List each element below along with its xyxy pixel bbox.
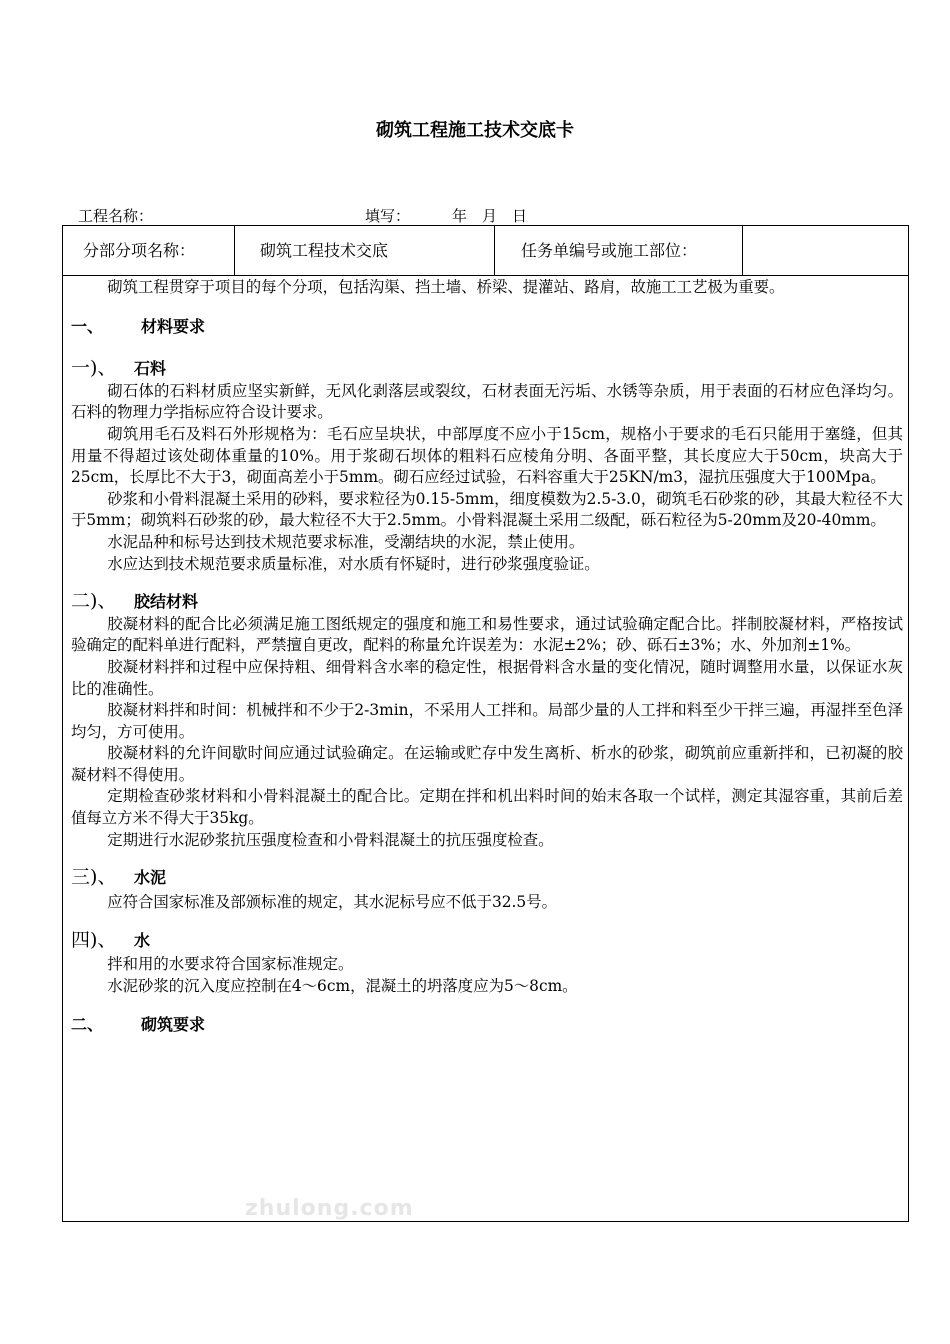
- header-row: [63, 226, 908, 276]
- paragraph: 水泥品种和标号达到技术规范要求标准，受潮结块的水泥，禁止使用。: [107, 532, 585, 551]
- subsection-heading: [71, 591, 903, 613]
- section-heading: [71, 1014, 903, 1036]
- paragraph: 拌和用的水要求符合国家标准规定。: [107, 955, 354, 974]
- paragraph: 定期检查砂浆材料和小骨料混凝土的配合比。定期在拌和机出料时间的始末各取一个试样，测定其湿容重，其前后差值每立方米不得大于35kg。: [71, 787, 903, 828]
- paragraph: 应符合国家标准及部颁标准的规定，其水泥标号应不低于32.5号。: [107, 892, 558, 911]
- date-label: 年 月 日: [452, 207, 528, 225]
- subsection-number: 四)、: [71, 929, 117, 952]
- paragraph: 胶凝材料的允许间歇时间应通过试验确定。在运输或贮存中发生离析、析水的砂浆，砌筑前应重新拌和，已初凝的胶凝材料不得使用。: [71, 744, 903, 784]
- subsection-heading: [71, 930, 903, 952]
- section-title: 砌筑要求: [141, 1015, 206, 1035]
- paragraph: 胶凝材料的配合比必须满足施工图纸规定的强度和施工和易性要求，通过试验确定配合比。拌制胶凝材料，严格按试验确定的配料单进行配料，严禁擅自更改，配料的称量允许误差为：水泥±2%；砂、砾石±3%；水、外加剂±1%。: [71, 614, 903, 655]
- subsection-heading: [71, 867, 903, 889]
- content-body: [71, 277, 903, 1036]
- section-number: 二、: [71, 1015, 104, 1035]
- section-number: 一、: [71, 316, 104, 336]
- paragraph: 胶凝材料拌和过程中应保持粗、细骨料含水率的稳定性，根据骨料含水量的变化情况，随时调整用水量，以保证水灰比的准确性。: [71, 657, 903, 698]
- paragraph: 水泥砂浆的沉入度应控制在4～6cm，混凝土的坍落度应为5～8cm。: [107, 976, 578, 995]
- watermark: zhulong.com: [245, 1196, 414, 1221]
- section-title: 材料要求: [141, 316, 206, 336]
- paragraph: 砂浆和小骨料混凝土采用的砂料，要求粒径为0.15-5mm，细度模数为2.5-3.0，砌筑毛石砂浆的砂，其最大粒径不大于5mm；砌筑料石砂浆的砂，最大粒径不大于2.5mm。小骨料混凝土采用二级配，砾石粒径为5-20mm及20-40mm。: [71, 489, 903, 530]
- paragraph: 胶凝材料拌和时间：机械拌和不少于2-3min，不采用人工拌和。局部少量的人工拌和料至少干拌三遍，再湿拌至色泽均匀，方可使用。: [71, 701, 903, 741]
- document-title: 砌筑工程施工技术交底卡: [376, 120, 574, 141]
- subsection-number: 一)、: [71, 357, 117, 380]
- subsection-heading: [71, 358, 903, 380]
- subsection-title: 胶结材料: [134, 592, 199, 612]
- section-heading: [71, 316, 903, 338]
- filler-label: 填写：: [365, 207, 411, 225]
- paragraph: 砌筑用毛石及料石外形规格为：毛石应呈块状，中部厚度不应小于15cm，规格小于要求的毛石只能用于塞缝，但其用量不得超过该处砌体重量的10%。用于浆砌石坝体的粗料石应棱角分明、各面平整，其长度应大于50cm，块高大于25cm，长厚比不大于3，砌面高差小于5mm。砌石应经过试验，石料容重大于25KN/m3，湿抗压强度大于100Mpa。: [71, 424, 903, 487]
- subsection-title: 石料: [134, 359, 167, 379]
- subdivision-label: 分部分项名称：: [63, 226, 235, 275]
- paragraph: 水应达到技术规范要求质量标准，对水质有怀疑时，进行砂浆强度验证。: [107, 554, 600, 573]
- subsection-number: 三)、: [71, 866, 117, 889]
- handover-card-table: [62, 225, 909, 1222]
- subdivision-value: 砌筑工程技术交底: [235, 226, 495, 275]
- project-name-label: 工程名称：: [78, 207, 154, 225]
- intro-paragraph: 砌筑工程贯穿于项目的每个分项，包括沟渠、挡土墙、桥梁、提灌站、路肩，故施工工艺极为重要。: [107, 278, 785, 296]
- subsection-title: 水: [134, 931, 151, 951]
- subsection-number: 二)、: [71, 590, 117, 613]
- paragraph: 砌石体的石料材质应坚实新鲜，无风化剥落层或裂纹，石材表面无污垢、水锈等杂质，用于表面的石材应色泽均匀。石料的物理力学指标应符合设计要求。: [71, 381, 903, 422]
- paragraph: 定期进行水泥砂浆抗压强度检查和小骨料混凝土的抗压强度检查。: [107, 830, 554, 849]
- subsection-title: 水泥: [134, 868, 167, 888]
- task-label: 任务单编号或施工部位：: [495, 226, 743, 275]
